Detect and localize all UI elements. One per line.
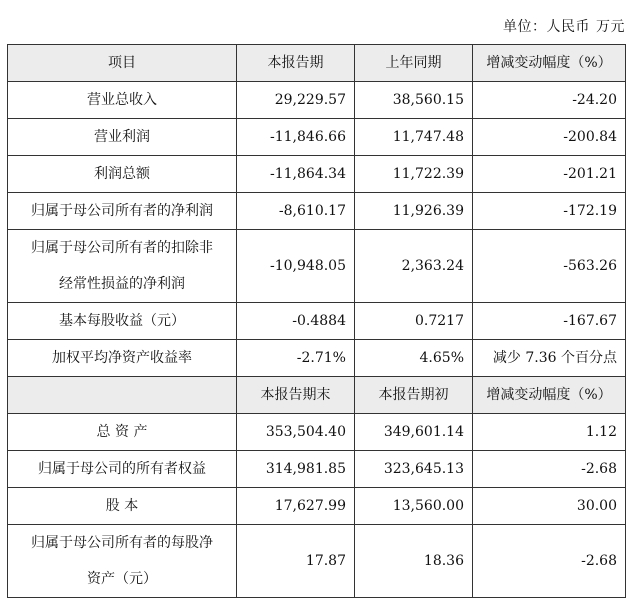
row-label: 加权平均净资产收益率 [8, 340, 237, 377]
table-row [8, 303, 626, 340]
row-label-line1: 归属于母公司所有者的扣除非 [31, 240, 213, 256]
row-prior: 323,645.13 [355, 451, 473, 488]
row-prior: 11,747.48 [355, 119, 473, 156]
row-change: 30.00 [473, 488, 626, 525]
row-label-line2: 经常性损益的净利润 [59, 276, 185, 292]
row-change: 减少 7.36 个百分点 [473, 340, 626, 377]
row-current: -10,948.05 [237, 230, 355, 303]
row-prior: 0.7217 [355, 303, 473, 340]
row-change: -172.19 [473, 193, 626, 230]
row-current: 17.87 [237, 525, 355, 598]
row-current: -11,864.34 [237, 156, 355, 193]
row-prior: 13,560.00 [355, 488, 473, 525]
table-row [8, 119, 626, 156]
subheader-period-start: 本报告期初 [355, 377, 473, 414]
row-prior: 11,926.39 [355, 193, 473, 230]
row-label-line2: 资产（元） [87, 571, 157, 587]
row-change: -201.21 [473, 156, 626, 193]
row-label: 归属于母公司的所有者权益 [8, 451, 237, 488]
row-label [8, 230, 237, 303]
row-change: -167.67 [473, 303, 626, 340]
row-label: 营业利润 [8, 119, 237, 156]
row-current: 17,627.99 [237, 488, 355, 525]
table-row [8, 525, 626, 598]
subheader-period-end: 本报告期末 [237, 377, 355, 414]
row-prior: 2,363.24 [355, 230, 473, 303]
row-label [8, 525, 237, 598]
row-change: 1.12 [473, 414, 626, 451]
row-label: 归属于母公司所有者的净利润 [8, 193, 237, 230]
table-row [8, 193, 626, 230]
financial-summary-table [7, 44, 626, 598]
subheader-change-rate: 增减变动幅度（%） [473, 377, 626, 414]
row-prior: 349,601.14 [355, 414, 473, 451]
header-prior-period: 上年同期 [355, 45, 473, 82]
row-label: 利润总额 [8, 156, 237, 193]
table-subheader-row [8, 377, 626, 414]
row-change: -200.84 [473, 119, 626, 156]
row-change: -563.26 [473, 230, 626, 303]
row-prior: 11,722.39 [355, 156, 473, 193]
row-change: -2.68 [473, 525, 626, 598]
row-current: -11,846.66 [237, 119, 355, 156]
header-change-rate: 增减变动幅度（%） [473, 45, 626, 82]
table-row [8, 340, 626, 377]
table-row [8, 488, 626, 525]
table-row [8, 156, 626, 193]
row-current: 29,229.57 [237, 82, 355, 119]
row-label: 基本每股收益（元） [8, 303, 237, 340]
table-row [8, 230, 626, 303]
unit-label: 单位： [503, 19, 547, 35]
row-current: -8,610.17 [237, 193, 355, 230]
unit-scale: 万元 [596, 19, 625, 35]
row-prior: 18.36 [355, 525, 473, 598]
row-prior: 4.65% [355, 340, 473, 377]
row-label-line1: 归属于母公司所有者的每股净 [31, 535, 213, 551]
row-current: -0.4884 [237, 303, 355, 340]
header-item: 项目 [8, 45, 237, 82]
row-current: 353,504.40 [237, 414, 355, 451]
table-row [8, 451, 626, 488]
table-row [8, 82, 626, 119]
row-change: -24.20 [473, 82, 626, 119]
row-label: 总 资 产 [8, 414, 237, 451]
unit-currency: 人民币 [546, 19, 590, 35]
row-label: 股 本 [8, 488, 237, 525]
row-change: -2.68 [473, 451, 626, 488]
row-current: 314,981.85 [237, 451, 355, 488]
subheader-item [8, 377, 237, 414]
row-prior: 38,560.15 [355, 82, 473, 119]
row-label: 营业总收入 [8, 82, 237, 119]
unit-note [497, 16, 625, 36]
header-current-period: 本报告期 [237, 45, 355, 82]
table-header-row [8, 45, 626, 82]
row-current: -2.71% [237, 340, 355, 377]
table-row [8, 414, 626, 451]
